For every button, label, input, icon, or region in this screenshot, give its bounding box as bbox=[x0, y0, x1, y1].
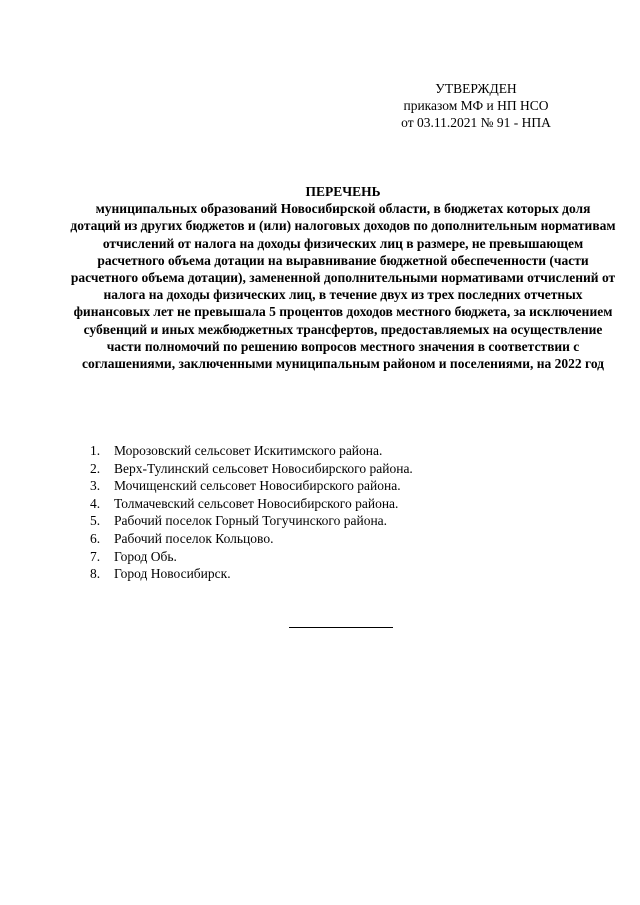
list-item-number: 2. bbox=[90, 460, 101, 476]
list-item-text: Толмачевский сельсовет Новосибирского района. bbox=[114, 495, 399, 511]
list-item bbox=[90, 530, 413, 548]
list-item bbox=[90, 565, 413, 583]
list-item-number: 3. bbox=[90, 478, 101, 494]
approval-title: УТВЕРЖДЕН bbox=[435, 81, 517, 96]
municipality-list bbox=[90, 442, 413, 583]
list-item-text: Город Обь. bbox=[114, 548, 177, 564]
list-item-number: 6. bbox=[90, 530, 101, 546]
list-item-number: 4. bbox=[90, 495, 101, 511]
list-item-number: 1. bbox=[90, 443, 101, 458]
document-subtitle: муниципальных образований Новосибирской области, в бюджетах которых доля дотаций из других бюджетов и (или) налоговых доходов по дополнительным нормативам отчислений от налога на доходы физических лиц в размере, не превышающем расчетного объема дотации на выравнивание бюджетной обеспеченности (части расчетного объема дотации), замененной дополнительными нормативами отчислений от налога на доходы физических лиц, в течение двух из трех последних отчетных финансовых лет не превышала 5 процентов доходов местного бюджета, за исключением субвенций и иных межбюджетных трансфертов, предоставляемых на осуществление части полномочий по решению вопросов местного значения в соответствии с соглашениями, заключенными муниципальным районом и поселениями, на 2022 год bbox=[70, 201, 616, 372]
list-item bbox=[90, 460, 413, 478]
approval-order: приказом МФ и НП НСО bbox=[403, 98, 549, 113]
list-item bbox=[90, 495, 413, 513]
list-item bbox=[90, 477, 413, 495]
list-item bbox=[90, 442, 413, 460]
list-item-number: 8. bbox=[90, 566, 101, 582]
list-item-number: 7. bbox=[90, 548, 101, 564]
list-item-number: 5. bbox=[90, 513, 101, 529]
list-item-text: Верх-Тулинский сельсовет Новосибирского района. bbox=[114, 460, 413, 476]
closing-divider bbox=[289, 627, 393, 628]
document-heading: ПЕРЕЧЕНЬ bbox=[305, 184, 381, 199]
list-item-text: Рабочий поселок Кольцово. bbox=[114, 530, 274, 546]
document-title-block bbox=[70, 183, 616, 372]
approval-date-number: от 03.11.2021 № 91 - НПА bbox=[401, 115, 551, 130]
list-item bbox=[90, 512, 413, 530]
list-item bbox=[90, 548, 413, 566]
list-item-text: Мочищенский сельсовет Новосибирского района. bbox=[114, 478, 401, 494]
list-item-text: Рабочий поселок Горный Тогучинского района. bbox=[114, 513, 388, 529]
approval-stamp bbox=[376, 80, 576, 131]
list-item-text: Город Новосибирск. bbox=[114, 566, 231, 582]
list-item-text: Морозовский сельсовет Искитимского района. bbox=[114, 443, 383, 458]
